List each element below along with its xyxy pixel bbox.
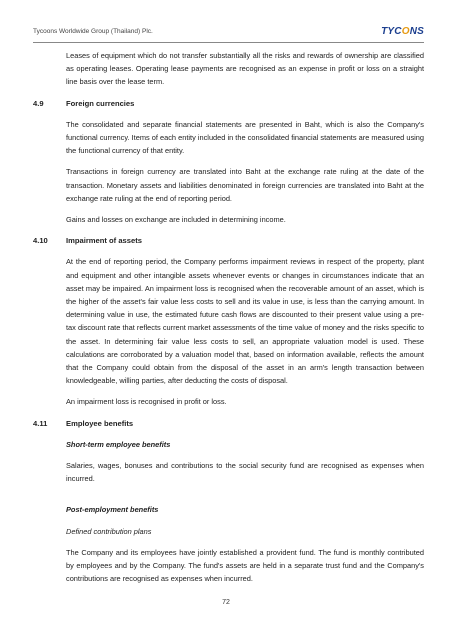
section-heading-4-11: 4.11 Employee benefits: [33, 418, 134, 428]
subheading-short-term: Short-term employee benefits: [66, 439, 171, 449]
paragraph: The consolidated and separate financial statements are presented in Baht, which is also the Company's functional currency. Items of each entity included in the consolidated financial statements are measured using the functional currency of that entity.: [66, 119, 424, 156]
paragraph-operating-leases: Leases of equipment which do not transfer substantially all the risks and rewards of ownership are classified as operating leases. Operating lease payments are recognised as an expense in profit or loss on a straight line basis over the lease term.: [66, 51, 424, 87]
document-body: [33, 49, 424, 594]
spacer: [33, 493, 424, 503]
header-rule: [33, 42, 424, 43]
company-logo: TYCONS: [381, 26, 424, 37]
paragraph: At the end of reporting period, the Company performs impairment reviews in respect of the property, plant and equipment and other intangible assets whenever events or changes in circumstances indicate that an asset may be impaired. An impairment loss is recognised when the recoverable amount of an asset, which is the higher of the asset's fair value less costs to sell and its value in use, is less than the carrying amount. In determining value in use, the estimated future cash flows are discounted to their present value using a pre-tax discount rate that reflects current market assessments of the time value of money and the risks specific to the asset. In determining fair value less costs to sell, an appropriate valuation model is used. These calculations are corroborated by a valuation model that, based on information available, reflects the amount that the Company could obtain from the disposal of the asset in an arm's length transaction between knowledgeable, willing parties, after deducting the costs of disposal.: [66, 257, 424, 386]
subheading-post-employment: Post-employment benefits: [66, 505, 159, 515]
subheading-defined-contribution: Defined contribution plans: [66, 526, 152, 536]
paragraph: The Company and its employees have jointly established a provident fund. The fund is monthly contributed by employees and by the Company. The fund's assets are held in a separate trust fund and the Company's contributions are recognised as expenses when incurred.: [66, 547, 424, 584]
section-heading-4-10: 4.10 Impairment of assets: [33, 236, 142, 246]
section-heading-4-9: 4.9 Foreign currencies: [33, 98, 135, 108]
paragraph: An impairment loss is recognised in profit or loss.: [66, 397, 227, 407]
page-number: 72: [222, 599, 230, 606]
paragraph: Gains and losses on exchange are included in determining income.: [66, 215, 286, 225]
company-name: Tycoons Worldwide Group (Thailand) Plc.: [33, 28, 153, 35]
page-header: [33, 26, 424, 40]
paragraph: Salaries, wages, bonuses and contributions to the social security fund are recognised as expenses when incurred.: [66, 461, 424, 484]
paragraph: Transactions in foreign currency are translated into Baht at the exchange rate ruling at the date of the transaction. Monetary assets and liabilities denominated in foreign currencies are translated into Baht at the exchange rate ruling at the end of reporting period.: [66, 167, 424, 203]
